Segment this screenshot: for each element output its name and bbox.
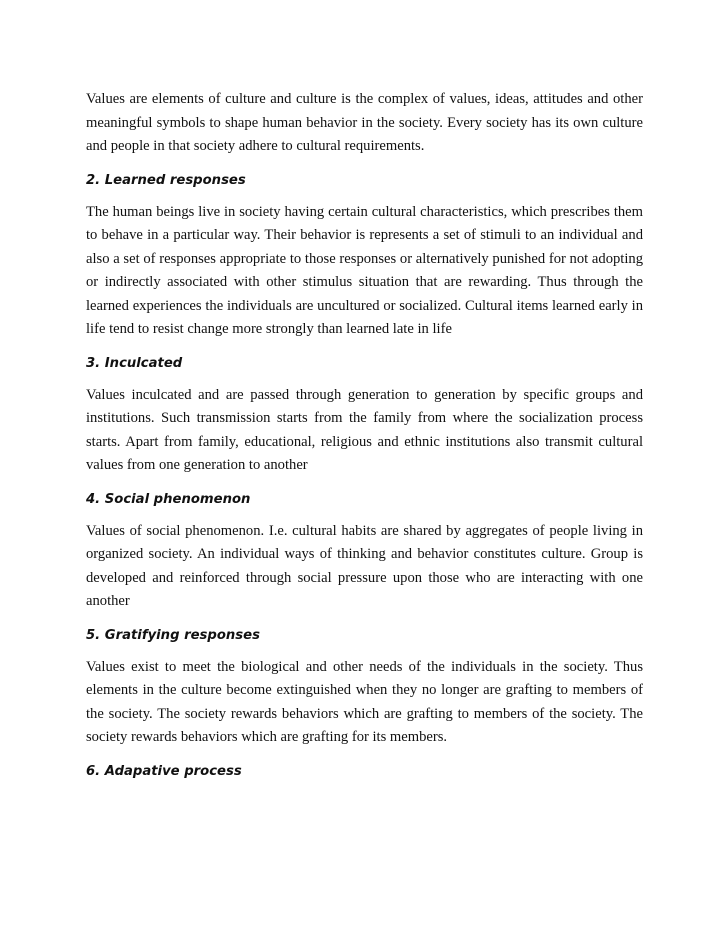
section-heading-inculcated: 3. Inculcated [86,355,183,371]
intro-paragraph: Values are elements of culture and culture is the complex of values, ideas, attitudes and other meaningful symbols to shape human behavior in the society. Every society has its own culture and people in that society adhere to cultural requirements. [86,91,643,154]
section-heading-learned-responses: 2. Learned responses [86,172,246,188]
section-body-gratifying-responses: Values exist to meet the biological and other needs of the individuals in the society. Thus elements in the culture become extinguished when they no longer are grafting to members of the society. The society rewards behaviors which are grafting to members of the society. The society rewards behaviors which are grafting for its members. [86,658,643,745]
section-body-inculcated: Values inculcated and are passed through generation to generation by specific groups and institutions. Such transmission starts from the family from where the socialization process starts. Apart from family, educational, religious and ethnic institutions also transmit cultural values from one generation to another [86,386,643,473]
section-body-social-phenomenon: Values of social phenomenon. I.e. cultural habits are shared by aggregates of people living in organized society. An individual ways of thinking and behavior constitutes culture. Group is developed and reinforced through social pressure upon those who are interacting with one another [86,522,643,609]
section-heading-social-phenomenon: 4. Social phenomenon [86,491,251,507]
section-heading-adaptive-process: 6. Adapative process [86,763,242,779]
document-page [86,88,643,792]
section-body-learned-responses: The human beings live in society having certain cultural characteristics, which prescribes them to behave in a particular way. Their behavior is represents a set of stimuli to an individual and also a set of responses appropriate to those responses or alternatively punished for not adopting or indirectly associated with other stimulus situation that are rewarding. Thus through the learned experiences the individuals are uncultured or socialized. Cultural items learned early in life tend to resist change more strongly than learned late in life [86,203,643,337]
section-heading-gratifying-responses: 5. Gratifying responses [86,627,260,643]
